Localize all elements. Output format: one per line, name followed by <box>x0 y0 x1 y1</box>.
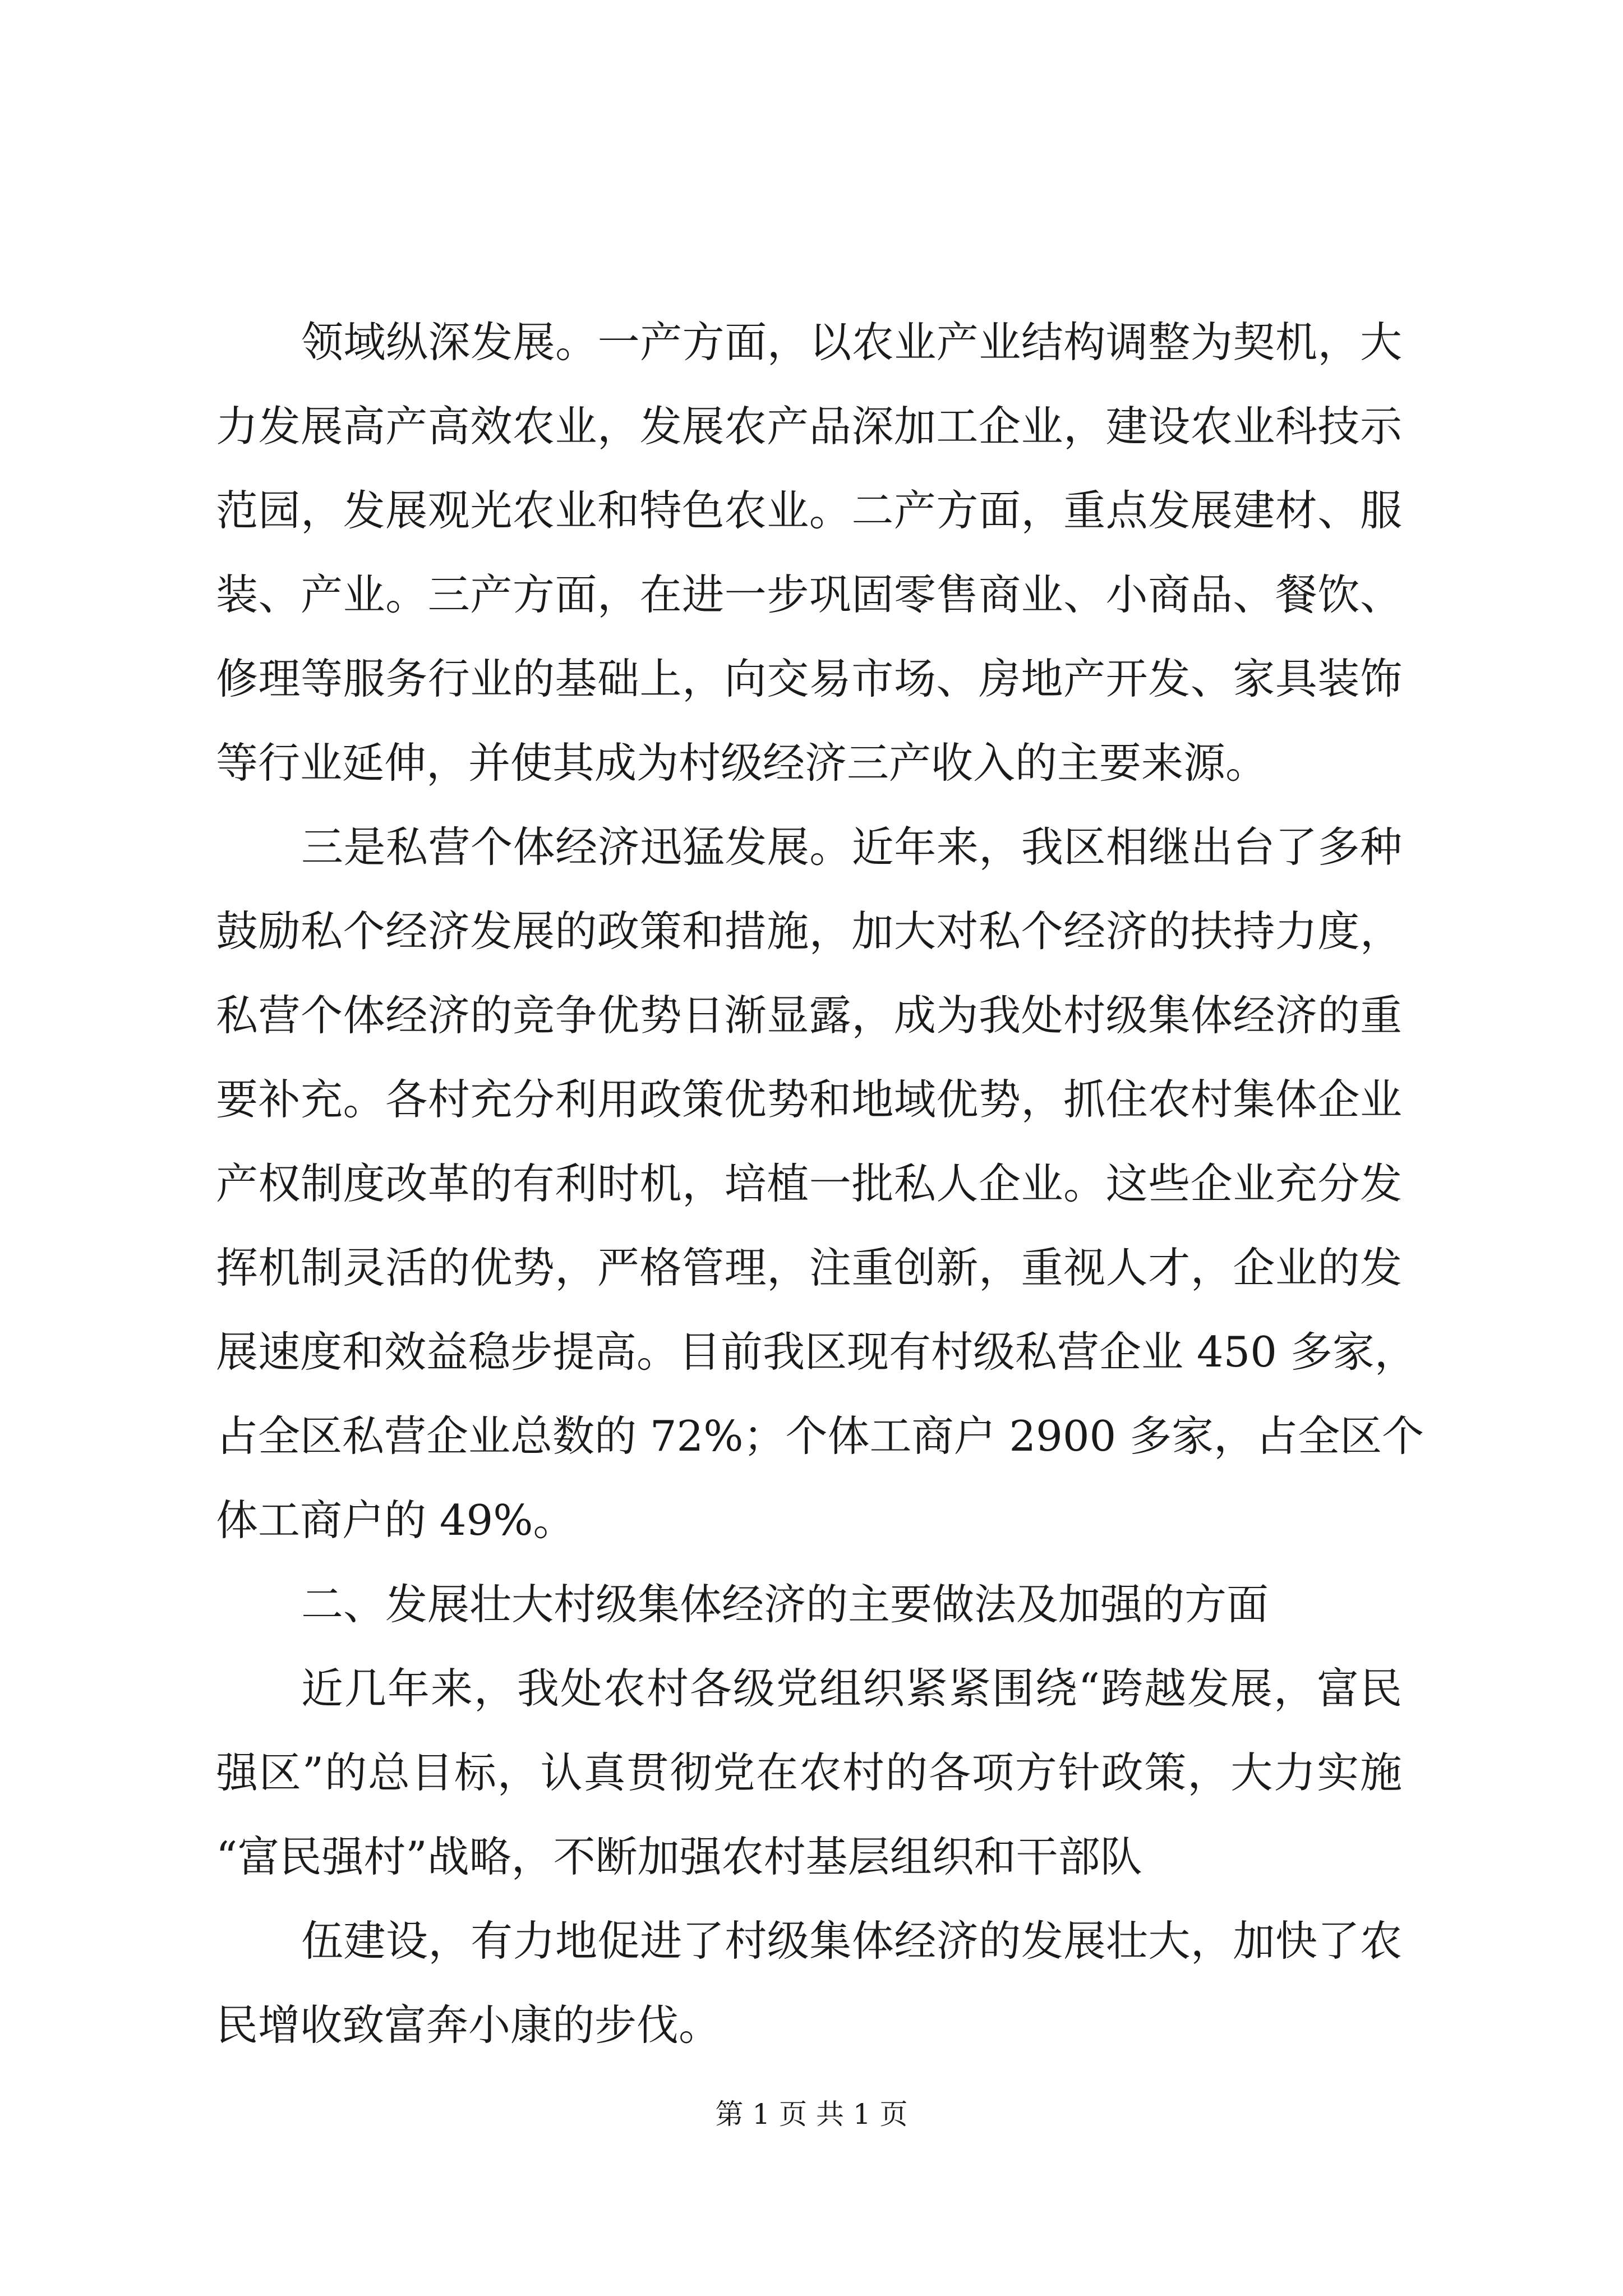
text-line: 力发展高产高效农业，发展农产品深加工企业，建设农业科技示 <box>216 402 1402 451</box>
text-line: 领域纵深发展。一产方面，以农业产业结构调整为契机，大 <box>301 318 1402 367</box>
text-line: 私营个体经济的竞争优势日渐显露，成为我处村级集体经济的重 <box>216 991 1402 1040</box>
text-line: 占全区私营企业总数的 72%；个体工商户 2900 多家，占全区个 <box>216 1411 1424 1461</box>
page-footer: 第 1 页 共 1 页 <box>715 2098 908 2131</box>
text-line: 近几年来，我处农村各级党组织紧紧围绕“跨越发展，富民 <box>301 1664 1402 1713</box>
text-line: 要补充。各村充分利用政策优势和地域优势，抓住农村集体企业 <box>216 1075 1402 1124</box>
text-line: 产权制度改革的有利时机，培植一批私人企业。这些企业充分发 <box>216 1159 1402 1208</box>
text-line: 民增收致富奔小康的步伐。 <box>216 2000 721 2050</box>
text-line: 鼓励私个经济发展的政策和措施，加大对私个经济的扶持力度， <box>216 907 1402 956</box>
text-line: 伍建设，有力地促进了村级集体经济的发展壮大，加快了农 <box>301 1916 1402 1966</box>
text-line: 等行业延伸，并使其成为村级经济三产收入的主要来源。 <box>216 738 1268 788</box>
text-line: 二、发展壮大村级集体经济的主要做法及加强的方面 <box>301 1580 1269 1629</box>
text-line: 三是私营个体经济迅猛发展。近年来，我区相继出台了多种 <box>301 822 1402 872</box>
text-line: 挥机制灵活的优势，严格管理，注重创新，重视人才，企业的发 <box>216 1243 1402 1292</box>
text-line: “富民强村”战略，不断加强农村基层组织和干部队 <box>216 1832 1142 1881</box>
text-line: 修理等服务行业的基础上，向交易市场、房地产开发、家具装饰 <box>216 654 1402 703</box>
text-line: 展速度和效益稳步提高。目前我区现有村级私营企业 450 多家， <box>216 1327 1417 1377</box>
text-line: 强区”的总目标，认真贯彻党在农村的各项方针政策，大力实施 <box>216 1748 1402 1797</box>
text-line: 范园，发展观光农业和特色农业。二产方面，重点发展建材、服 <box>216 486 1402 535</box>
text-line: 装、产业。三产方面，在进一步巩固零售商业、小商品、餐饮、 <box>216 570 1402 619</box>
text-line: 体工商户的 49%。 <box>216 1496 575 1545</box>
